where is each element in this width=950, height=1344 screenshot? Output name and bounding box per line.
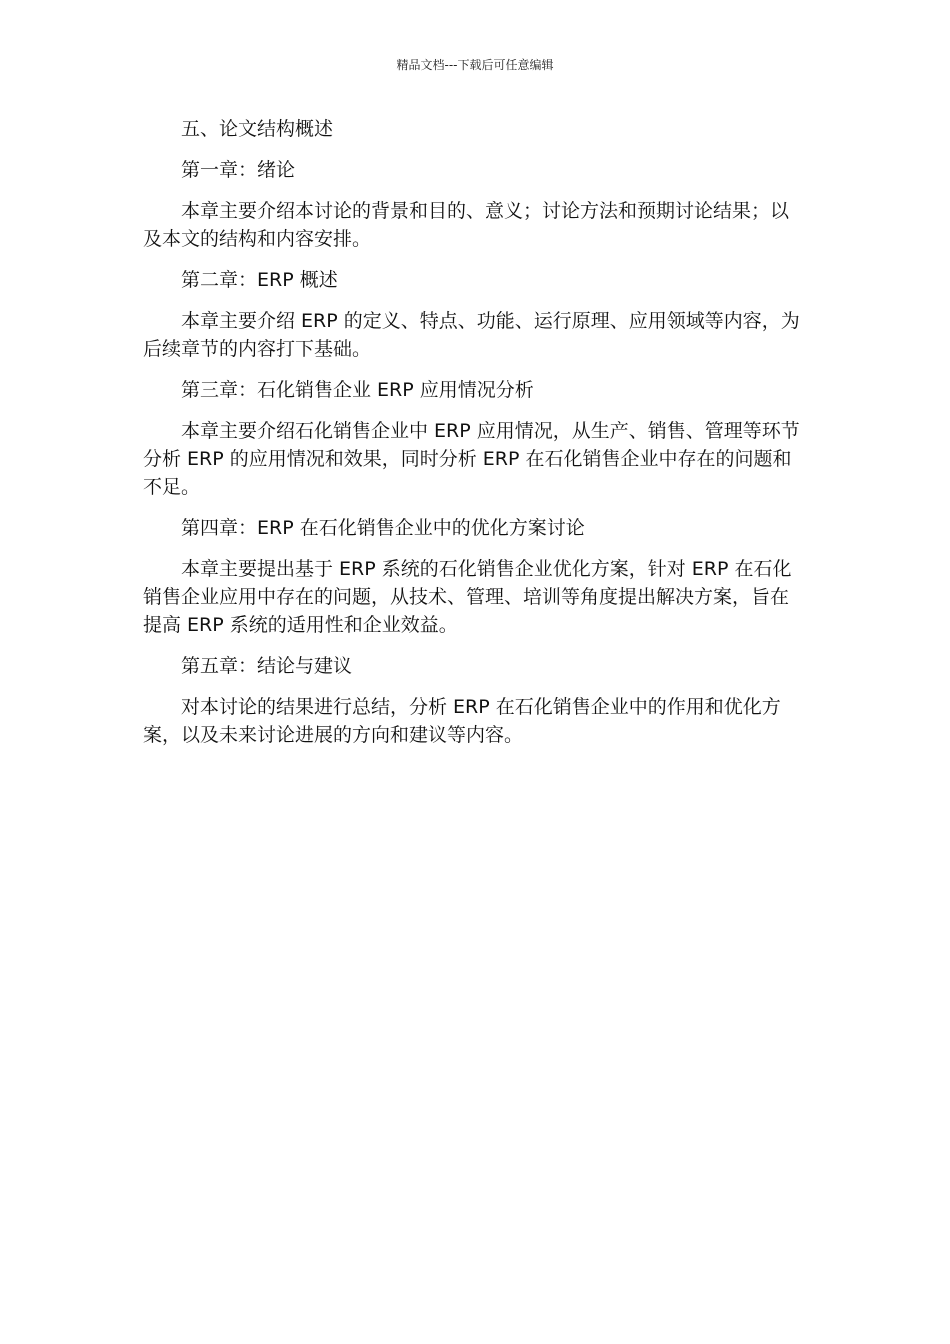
section-title: 五、论文结构概述: [181, 118, 334, 140]
chapter-2-heading: 第二章：ERP 概述: [181, 269, 338, 291]
page-header: 精品文档---下载后可任意编辑: [396, 58, 554, 72]
chapter-5-heading: 第五章：结论与建议: [181, 655, 353, 677]
chapter-2-summary: 本章主要介绍 ERP 的定义、特点、功能、运行原理、应用领域等内容，为后续章节的内容打下基础。: [143, 310, 800, 360]
chapter-1-summary: 本章主要介绍本讨论的背景和目的、意义；讨论方法和预期讨论结果；以及本文的结构和内容安排。: [143, 200, 790, 250]
chapter-4-summary: 本章主要提出基于 ERP 系统的石化销售企业优化方案，针对 ERP 在石化销售企业应用中存在的问题，从技术、管理、培训等角度提出解决方案，旨在提高 ERP 系统的适用性和企业效益。: [143, 558, 792, 636]
chapter-3-heading: 第三章：石化销售企业 ERP 应用情况分析: [181, 379, 534, 401]
chapter-4-heading: 第四章：ERP 在石化销售企业中的优化方案讨论: [181, 517, 585, 539]
chapter-5-summary: 对本讨论的结果进行总结，分析 ERP 在石化销售企业中的作用和优化方案，以及未来讨论进展的方向和建议等内容。: [143, 696, 781, 746]
document-body: [143, 115, 807, 762]
chapter-1-heading: 第一章：绪论: [181, 159, 296, 181]
chapter-3-summary: 本章主要介绍石化销售企业中 ERP 应用情况，从生产、销售、管理等环节分析 ERP 的应用情况和效果，同时分析 ERP 在石化销售企业中存在的问题和不足。: [143, 420, 800, 498]
